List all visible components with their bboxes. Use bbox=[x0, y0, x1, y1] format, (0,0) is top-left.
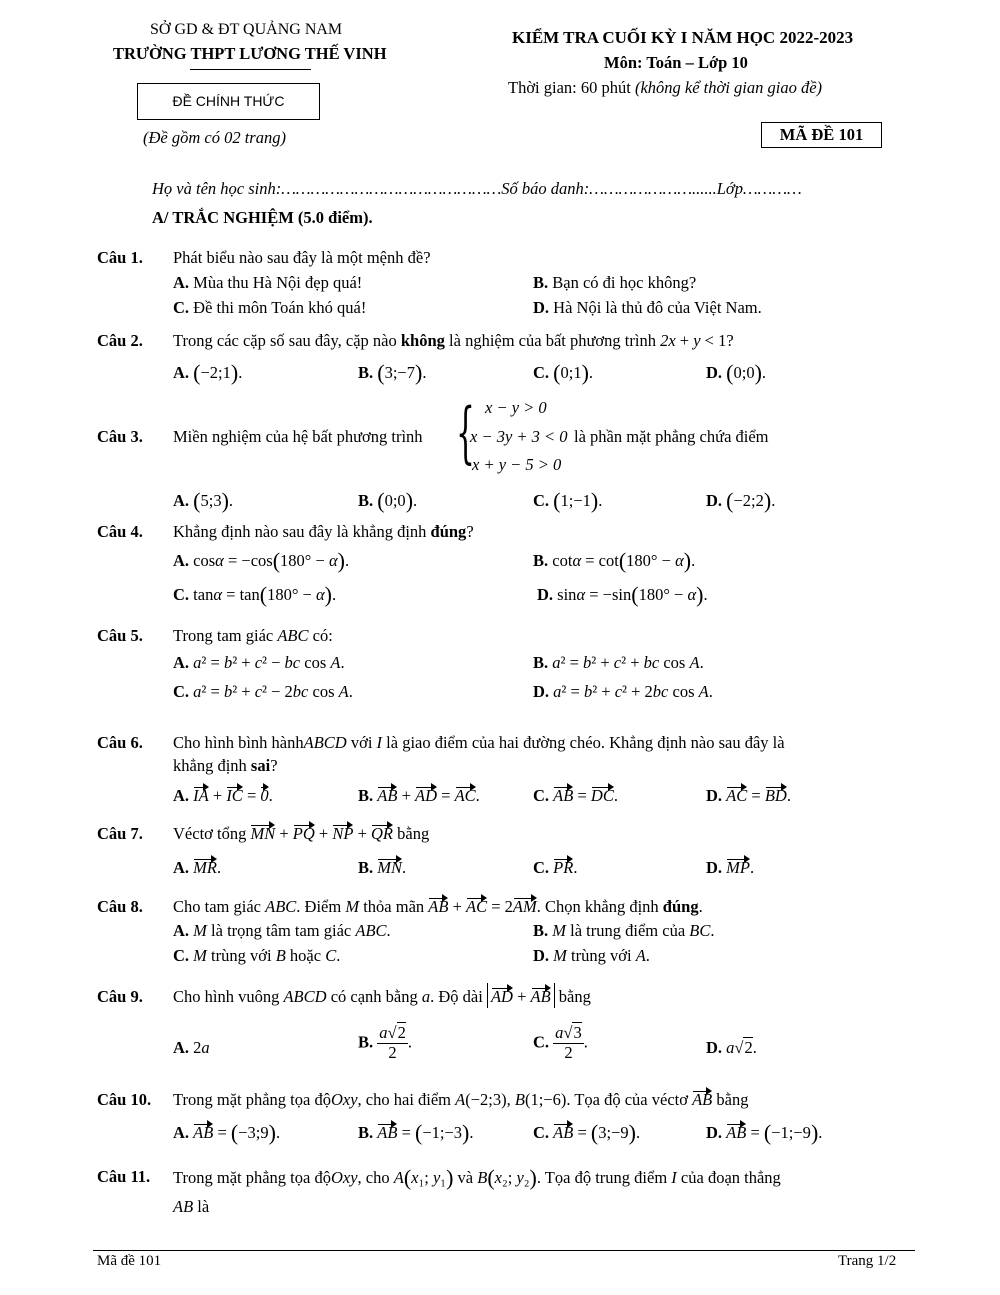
option-b: B. cotα = cot(180° − α). bbox=[533, 548, 696, 573]
option-c: C. M trùng với B hoặc C. bbox=[173, 946, 341, 965]
question-number: Câu 8. bbox=[97, 897, 143, 916]
question-text: Trong các cặp số sau đây, cặp nào không là nghiệm của bất phương trình 2x + y < 1? bbox=[173, 331, 734, 350]
exam-title: KIỂM TRA CUỐI KỲ I NĂM HỌC 2022-2023 bbox=[512, 28, 854, 47]
time-line bbox=[508, 78, 822, 98]
dept-name: SỞ GD & ĐT QUẢNG NAM bbox=[150, 21, 343, 38]
option-b: B. M là trung điểm của BC. bbox=[533, 921, 715, 940]
school-name: TRƯỜNG THPT LƯƠNG THẾ VINH bbox=[113, 44, 387, 63]
option-d: D. M trùng với A. bbox=[533, 946, 650, 965]
option-b: B. AB = (−1;−3). bbox=[358, 1120, 474, 1145]
option-c: C. $\frac{a√3}{2}$ . bbox=[533, 1023, 588, 1062]
question-number: Câu 4. bbox=[97, 522, 143, 541]
question-text: Véctơ tổng MN + PQ + NP + QR bằng bbox=[173, 824, 430, 843]
question-number: Câu 5. bbox=[97, 626, 143, 645]
question-text-cont: khẳng định sai? bbox=[173, 756, 278, 775]
option-b: B. AB + AD = AC. bbox=[358, 786, 480, 805]
option-c: C. PR. bbox=[533, 858, 578, 877]
section-a-title: A/ TRẮC NGHIỆM (5.0 điểm). bbox=[152, 208, 373, 227]
option-c: C. (1;−1). bbox=[533, 488, 603, 513]
question-text-cont: AB là bbox=[173, 1197, 210, 1216]
option-b: B. (3;−7). bbox=[358, 360, 427, 385]
question-text: Trong mặt phẳng tọa độOxy, cho A(x₁; y₁) và B(x₂; y₂). Tọa độ trung điểm I của đoạn thẳng bbox=[173, 1165, 781, 1190]
option-a: A. MR. bbox=[173, 858, 222, 877]
question-number: Câu 9. bbox=[97, 987, 143, 1006]
option-b: B. $\frac{a√2}{2}$ . bbox=[358, 1023, 412, 1062]
class-field: Lớp………… bbox=[716, 179, 802, 198]
option-d: D. a² = b² + c² + 2bc cos A. bbox=[533, 682, 713, 701]
option-d: D. MP. bbox=[706, 858, 755, 877]
option-a: A. IA + IC = 0. bbox=[173, 786, 273, 805]
option-c: C. Đề thi môn Toán khó quá! bbox=[173, 298, 367, 317]
option-a: A. (−2;1). bbox=[173, 360, 243, 385]
option-b: B. Bạn có đi học không? bbox=[533, 273, 697, 292]
footer-page-number: Trang 1/2 bbox=[838, 1253, 897, 1269]
option-d: D. (−2;2). bbox=[706, 488, 776, 513]
question-text: Khẳng định nào sau đây là khẳng định đúng? bbox=[173, 522, 474, 541]
question-text: Cho hình vuông ABCD có cạnh bằng a. Độ dài AD + AB bằng bbox=[173, 987, 591, 1007]
system-line-1: x − y > 0 bbox=[485, 398, 547, 417]
option-c: C. tanα = tan(180° − α). bbox=[173, 582, 337, 607]
option-c: C. (0;1). bbox=[533, 360, 594, 385]
option-b: B. MN. bbox=[358, 858, 407, 877]
system-line-2: x − 3y + 3 < 0 bbox=[470, 427, 568, 446]
option-a: A. 2a bbox=[173, 1038, 210, 1057]
option-c: C. a² = b² + c² − 2bc cos A. bbox=[173, 682, 353, 701]
time-label: Thời gian: 60 phút bbox=[508, 78, 635, 97]
option-a: A. a² = b² + c² − bc cos A. bbox=[173, 653, 345, 672]
option-a: A. Mùa thu Hà Nội đẹp quá! bbox=[173, 273, 363, 292]
option-a: A. AB = (−3;9). bbox=[173, 1120, 281, 1145]
question-number: Câu 1. bbox=[97, 248, 143, 267]
question-text: Miền nghiệm của hệ bất phương trình bbox=[173, 427, 423, 446]
footer-rule bbox=[93, 1250, 915, 1251]
question-number: Câu 10. bbox=[97, 1090, 152, 1109]
system-brace: { bbox=[456, 394, 475, 471]
question-text: Phát biểu nào sau đây là một mệnh đề? bbox=[173, 248, 431, 267]
footer-exam-code: Mã đề 101 bbox=[97, 1253, 162, 1269]
option-b: B. (0;0). bbox=[358, 488, 418, 513]
question-text-cont: là phần mặt phẳng chứa điểm bbox=[574, 427, 769, 446]
time-note: (không kể thời gian giao đề) bbox=[634, 78, 823, 97]
option-a: A. (5;3). bbox=[173, 488, 234, 513]
option-d: D. sinα = −sin(180° − α). bbox=[537, 582, 708, 607]
option-c: C. AB = (3;−9). bbox=[533, 1120, 641, 1145]
system-line-3: x + y − 5 > 0 bbox=[472, 455, 562, 474]
question-number: Câu 3. bbox=[97, 427, 143, 446]
option-a: A. M là trọng tâm tam giác ABC. bbox=[173, 921, 391, 940]
question-number: Câu 2. bbox=[97, 331, 143, 350]
question-text: Trong tam giác ABC có: bbox=[173, 626, 333, 645]
option-b: B. a² = b² + c² + bc cos A. bbox=[533, 653, 704, 672]
page-count: (Đề gồm có 02 trang) bbox=[143, 128, 286, 147]
option-d: D. (0;0). bbox=[706, 360, 767, 385]
question-text: Cho hình bình hànhABCD với I là giao điểm của hai đường chéo. Khẳng định nào sau đây là bbox=[173, 733, 785, 752]
question-number: Câu 11. bbox=[97, 1167, 151, 1186]
option-a: A. cosα = −cos(180° − α). bbox=[173, 548, 350, 573]
student-info-line bbox=[152, 179, 802, 199]
option-d: D. AC = BD. bbox=[706, 786, 791, 805]
school-underline bbox=[190, 69, 311, 70]
option-d: D. a√2. bbox=[706, 1038, 757, 1057]
question-text: Cho tam giác ABC. Điểm M thỏa mãn AB + AC = 2AM. Chọn khẳng định đúng. bbox=[173, 897, 703, 916]
question-number: Câu 7. bbox=[97, 824, 143, 843]
subject-line: Môn: Toán – Lớp 10 bbox=[604, 53, 748, 72]
option-c: C. AB = DC. bbox=[533, 786, 618, 805]
option-d: D. AB = (−1;−9). bbox=[706, 1120, 823, 1145]
official-box: ĐỀ CHÍNH THỨC bbox=[137, 83, 320, 120]
option-d: D. Hà Nội là thủ đô của Việt Nam. bbox=[533, 298, 762, 317]
question-number: Câu 6. bbox=[97, 733, 143, 752]
exam-code-box: MÃ ĐỀ 101 bbox=[761, 122, 882, 148]
student-id-field: Số báo danh:…………………...... bbox=[501, 179, 717, 198]
question-text: Trong mặt phẳng tọa độOxy, cho hai điểm A(−2;3), B(1;−6). Tọa độ của véctơ AB bằng bbox=[173, 1090, 749, 1109]
student-name-field: Họ và tên học sinh:……………………………………… bbox=[152, 179, 502, 198]
